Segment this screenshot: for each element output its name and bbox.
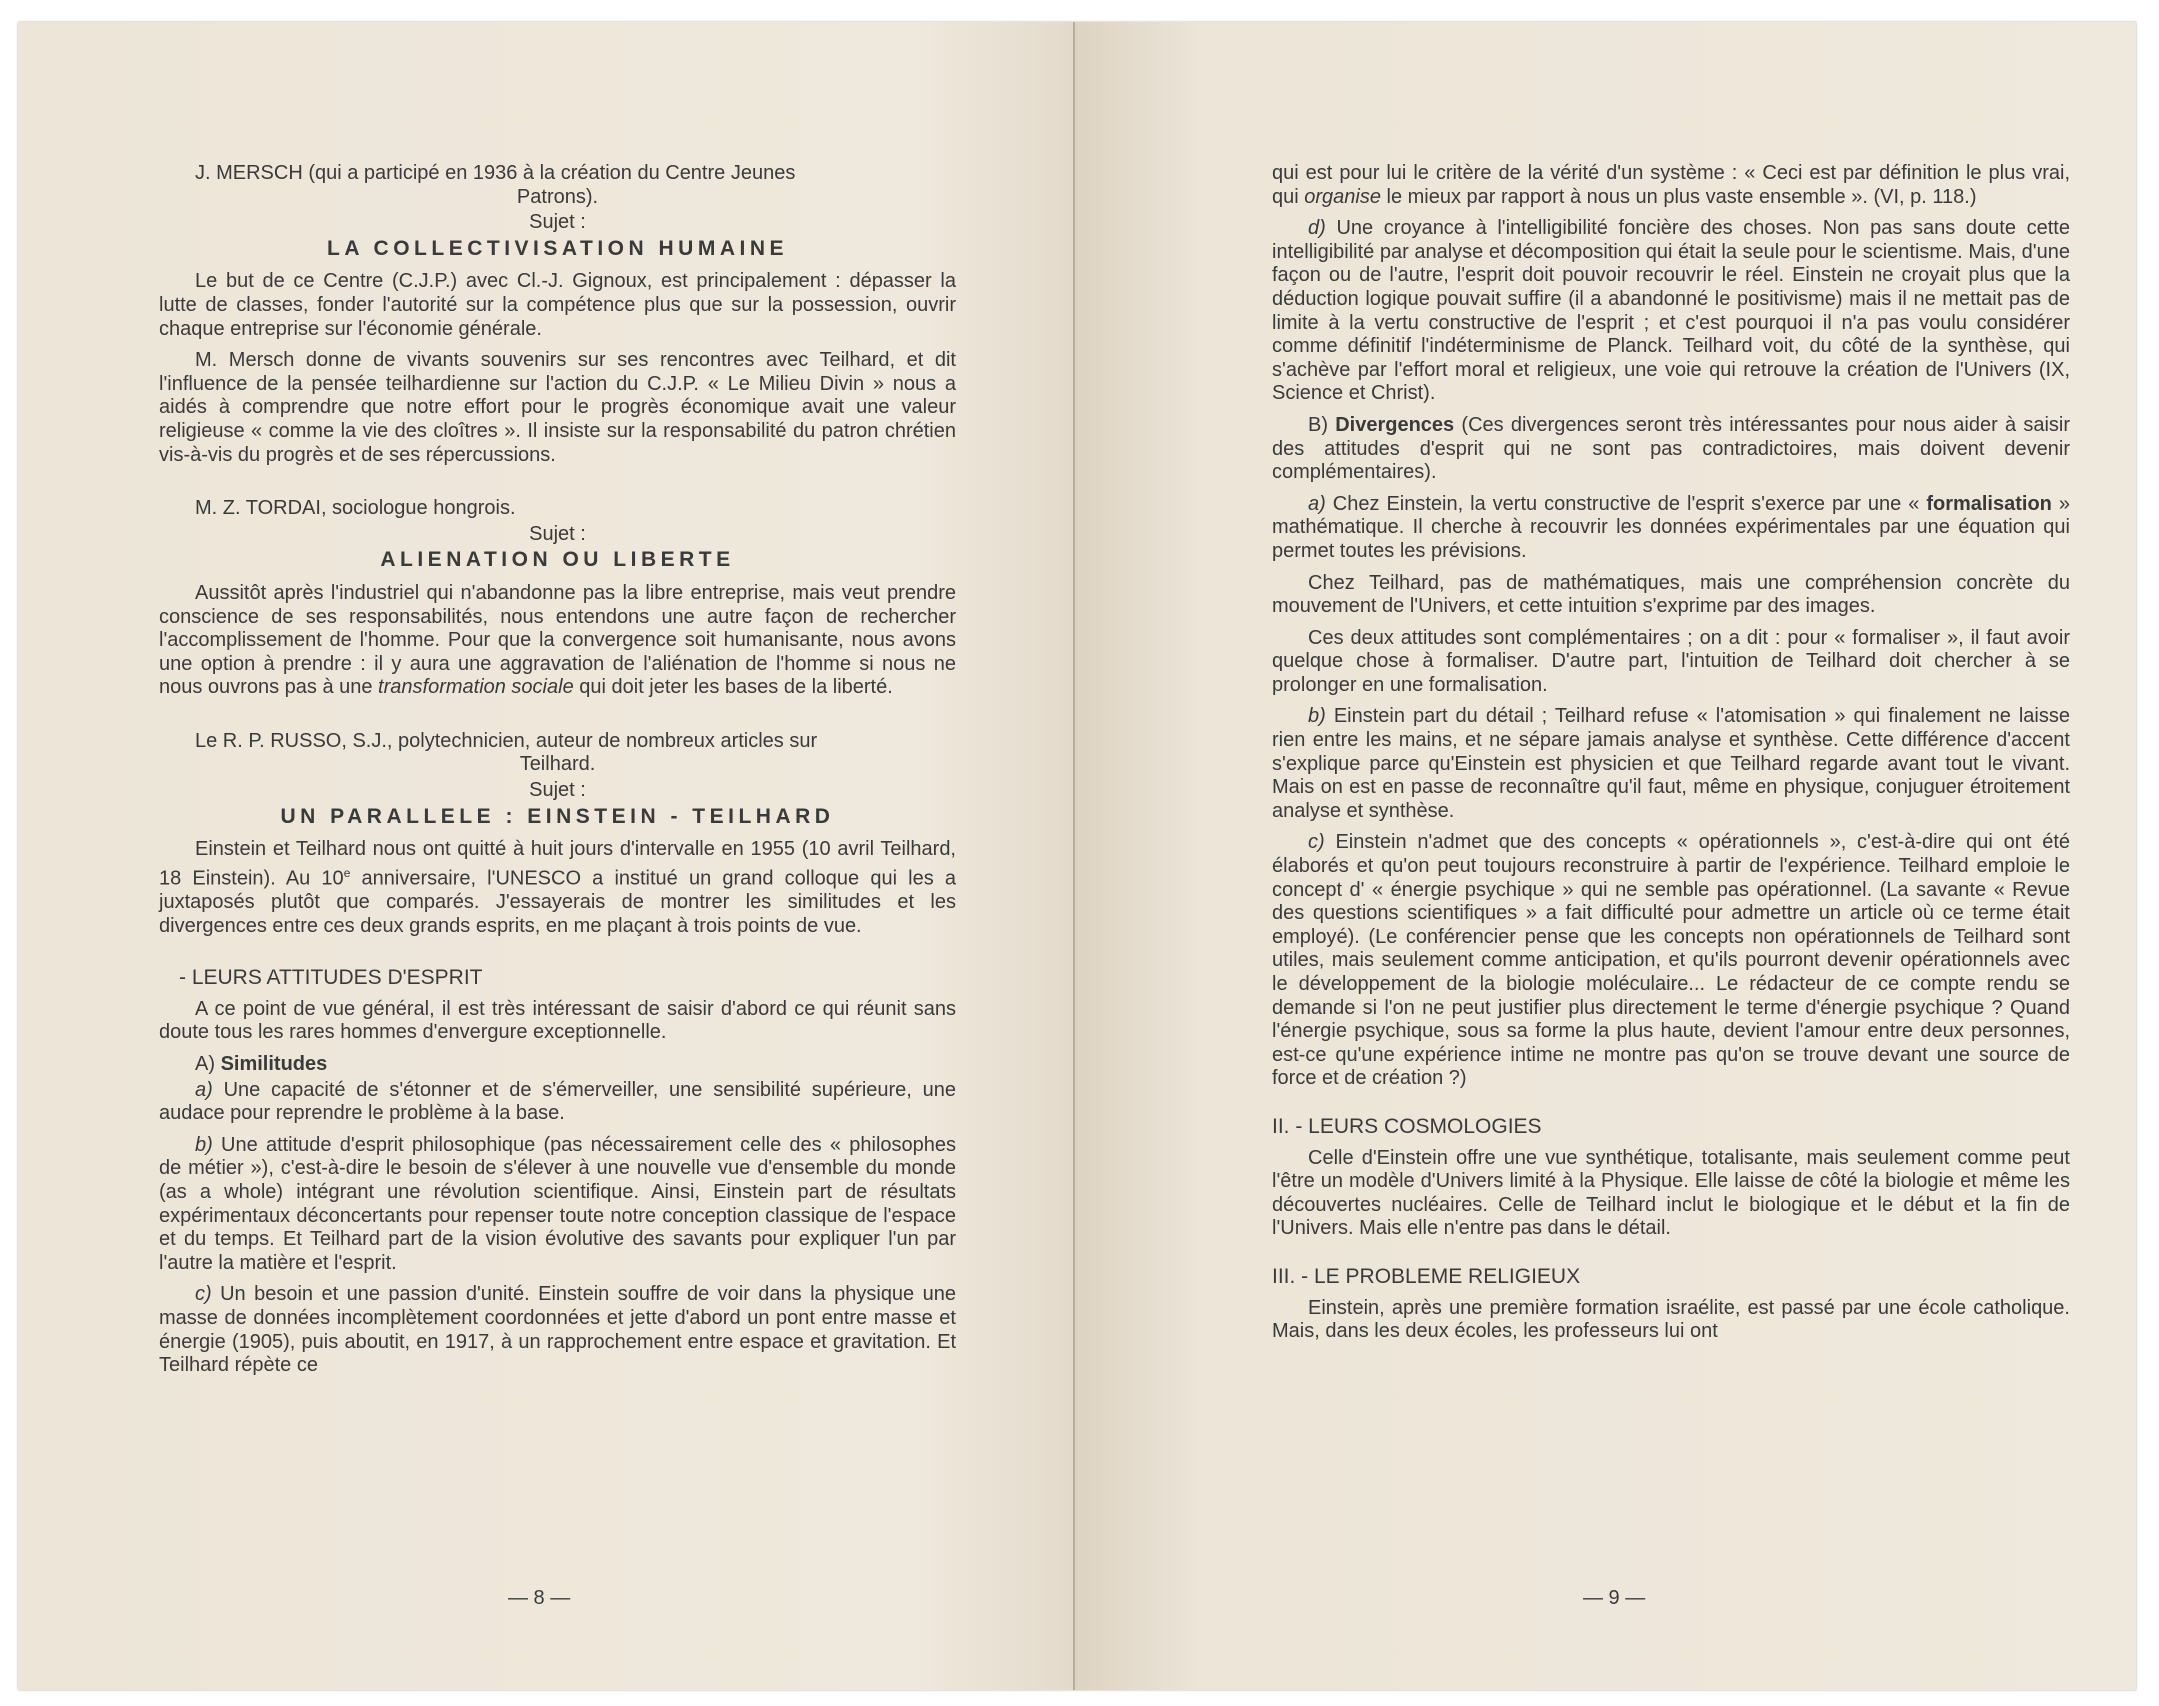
left-page	[18, 22, 1075, 1690]
right-column	[1272, 162, 2070, 1352]
sujet-label: Sujet :	[529, 211, 586, 234]
paragraph: Einstein et Teilhard nous ont quitté à huit jours d'intervalle en 1955 (10 avril Teilhard, 18 Einstein). Au 10e anniversaire, l'UNESCO a institué un grand colloque qui les a juxtaposés plutôt que comparés. J'essayerais de montrer les similitudes et les divergences entre ces deux grands esprits, en me plaçant à trois points de vue.	[159, 838, 957, 937]
page-number: — 8 —	[508, 1587, 571, 1609]
left-column	[159, 162, 956, 1386]
paragraph: Celle d'Einstein offre une vue synthétique, totalisante, mais seulement comme peut l'être un modèle d'Univers limité à la Physique. Elle laisse de côté la biologie et même les découvertes nucléaires. Celle de Teilhard inclut le biologique et le début et la fin de l'Univers. Mais elle n'entre pas dans le détail.	[1272, 1146, 2070, 1240]
paragraph: c) Un besoin et une passion d'unité. Einstein souffre de voir dans la physique une masse de données incomplètement coordonnées et jette d'abord un pont entre masse et énergie (1905), puis aboutit, en 1917, à un rapprochement entre espace et gravitation. Et Teilhard répète ce	[159, 1283, 956, 1377]
paragraph: A ce point de vue général, il est très intéressant de saisir d'abord ce qui réunit sans doute tous les rares hommes d'envergure exceptionnelle.	[159, 997, 956, 1044]
talk-title-collectivisation: LA COLLECTIVISATION HUMAINE	[327, 236, 788, 260]
talk-title-parallele: UN PARALLELE : EINSTEIN - TEILHARD	[280, 804, 835, 828]
section-heading: II. - LEURS COSMOLOGIES	[1272, 1114, 1542, 1138]
page-number: — 9 —	[1583, 1587, 1646, 1609]
paragraph: qui est pour lui le critère de la vérité d'un système : « Ceci est par définition le plus vrai, qui organise le mieux par rapport à nous un plus vaste ensemble ». (VI, p. 118.)	[1272, 162, 2070, 208]
speaker-russo-cont: Teilhard.	[519, 753, 596, 776]
sujet-label: Sujet :	[529, 779, 586, 802]
paragraph: M. Mersch donne de vivants souvenirs sur ses rencontres avec Teilhard, et dit l'influence de la pensée teilhardienne sur l'action du C.J.P. « Le Milieu Divin » nous a aidés à comprendre que notre effort pour le progrès économique avait une valeur religieuse « comme la vie des cloîtres ». Il insiste sur la responsabilité du patron chrétien vis-à-vis du progrès et de ses répercussions.	[159, 349, 956, 466]
paragraph: a) Chez Einstein, la vertu constructive de l'esprit s'exerce par une « formalisation » mathématique. Il cherche à recouvrir les données expérimentales par une équation qui permet toutes les prévisions.	[1272, 492, 2070, 562]
speaker-mersch: J. MERSCH (qui a participé en 1936 à la création du Centre Jeunes	[195, 162, 796, 184]
speaker-mersch-cont: Patrons).	[516, 185, 599, 208]
paragraph: a) Une capacité de s'étonner et de s'émerveiller, une sensibilité supérieure, une audace pour reprendre le problème à la base.	[159, 1078, 956, 1125]
paragraph: b) Einstein part du détail ; Teilhard refuse « l'atomisation » qui finalement ne laisse rien entre les mains, et ne sépare jamais analyse et synthèse. Cette différence d'accent s'explique parce qu'Einstein est physicien et que Teilhard regarde avant tout le vivant. Mais on est en passe de reconnaître qu'il faut, même en physique, conjuguer étroitement analyse et synthèse.	[1272, 705, 2070, 822]
paragraph: b) Une attitude d'esprit philosophique (pas nécessairement celle des « philosophes de métier »), c'est-à-dire le besoin de s'élever à une nouvelle vue d'ensemble du monde (as a whole) intégrant une révolution scientifique. Ainsi, Einstein part de résultats expérimentaux déconcertants pour repenser toute notre conception classique de l'espace et du temps. Et Teilhard part de la vision évolutive des savants pour expliquer l'un par l'autre la matière et l'esprit.	[159, 1133, 956, 1274]
talk-title-alienation: ALIENATION OU LIBERTE	[380, 548, 735, 572]
speaker-tordai: M. Z. TORDAI, sociologue hongrois.	[195, 497, 516, 520]
paragraph: c) Einstein n'admet que des concepts « opérationnels », c'est-à-dire qui ont été élaborés et qu'on peut toujours reconstruire à partir de l'expérience. Teilhard emploie le concept d' « énergie psychique » qui ne semble pas opérationnel. (La savante « Revue des questions scientifiques » a fait difficulté pour admettre un article où ce terme était employé). (Le conférencier pense que les concepts non opérationnels de Teilhard sont utiles, mais seulement comme anticipation, et qu'ils pourront devenir opérationnels avec le développement de la biologie moléculaire... Le rédacteur de ce compte rendu se demande si l'on ne peut justifier plus directement le terme d'énergie psychique ? Quand l'énergie psychique, sous sa forme la plus haute, devient l'amour entre deux personnes, est-ce qu'une expérience intime ne montre pas qu'on se trouve devant une source de force et de création ?)	[1272, 831, 2070, 1090]
paragraph: Ces deux attitudes sont complémentaires ; on a dit : pour « formaliser », il faut avoir quelque chose à formaliser. D'autre part, l'intuition de Teilhard doit chercher à se prolonger en une formalisation.	[1272, 626, 2070, 696]
paragraph: Le but de ce Centre (C.J.P.) avec Cl.-J. Gignoux, est principalement : dépasser la lutte de classes, fonder l'autorité sur la compétence plus que sur la possession, ouvrir chaque entreprise sur l'économie générale.	[159, 270, 956, 340]
section-heading: III. - LE PROBLEME RELIGIEUX	[1272, 1264, 1581, 1288]
paragraph: d) Une croyance à l'intelligibilité foncière des choses. Non pas sans doute cette intelligibilité par analyse et décomposition qui était la seule pour le scientisme. Mais, d'une façon ou de l'autre, l'esprit doit pouvoir recouvrir le réel. Einstein ne croyait plus que la déduction logique pouvait suffire (il a abandonné le positivisme) mais il ne mettait pas de limite à la vertu constructive de l'esprit ; et c'est pourquoi il n'a pas voulu considérer comme définitif l'indéterminisme de Planck. Teilhard voit, du côté de la synthèse, qui s'achève par l'effort moral et religieux, une voie qui retrouve la création de l'Univers (IX, Science et Christ).	[1272, 217, 2070, 405]
subheading-similitudes: A) Similitudes	[195, 1053, 328, 1076]
paragraph: Aussitôt après l'industriel qui n'abandonne pas la libre entreprise, mais veut prendre conscience de ses responsabilités, nous entendons une autre façon de rechercher l'accomplissement de l'homme. Pour que la convergence soit humanisante, nous avons une option à prendre : il y aura une aggravation de l'aliénation de l'homme si nous ne nous ouvrons pas à une transformation sociale qui doit jeter les bases de la liberté.	[159, 581, 956, 699]
speaker-russo: Le R. P. RUSSO, S.J., polytechnicien, auteur de nombreux articles sur	[195, 729, 818, 752]
paragraph-divergences: B) Divergences (Ces divergences seront très intéressantes pour nous aider à saisir des attitudes d'esprit qui ne sont pas contradictoires, mais doivent devenir complémentaires).	[1272, 413, 2070, 484]
paragraph: Einstein, après une première formation israélite, est passé par une école catholique. Mais, dans les deux écoles, les professeurs lui ont	[1272, 1296, 2070, 1343]
sujet-label: Sujet :	[529, 522, 586, 545]
right-page	[1075, 22, 2136, 1690]
section-heading: - LEURS ATTITUDES D'ESPRIT	[179, 966, 483, 990]
paragraph: Chez Teilhard, pas de mathématiques, mais une compréhension concrète du mouvement de l'Univers, et cette intuition s'exprime par des images.	[1272, 571, 2070, 618]
booklet-spread	[18, 22, 2136, 1690]
